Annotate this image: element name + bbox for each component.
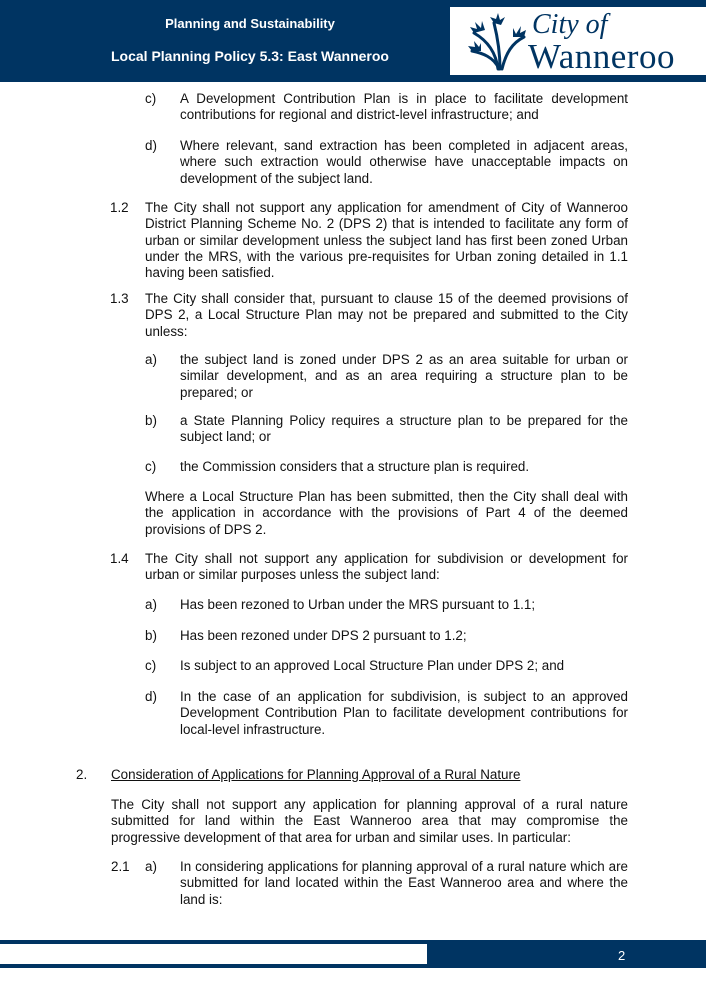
section-heading: Consideration of Applications for Planning Approval of a Rural Nature bbox=[111, 767, 521, 782]
list-item-text: Where relevant, sand extraction has been completed in adjacent areas, where such extraction would otherwise have unacceptable impacts on development of the subject land. bbox=[180, 138, 628, 186]
section-number: 1.2 bbox=[110, 200, 129, 215]
list-item-text: In the case of an application for subdivision, is subject to an approved Development Contribution Plan to facilitate development contributions for local-level infrastructure. bbox=[180, 689, 628, 737]
section-number: 2.1 bbox=[111, 859, 130, 874]
section-text: The City shall not support any application for subdivision or development for urban or similar purposes unless the subject land: bbox=[145, 551, 628, 583]
section-number: 1.4 bbox=[110, 551, 129, 566]
list-marker: c) bbox=[145, 91, 157, 106]
section-paragraph: Where a Local Structure Plan has been submitted, then the City shall deal with the application in accordance with the provisions of Part 4 of the deemed provisions of DPS 2. bbox=[145, 489, 628, 537]
list-marker: a) bbox=[145, 352, 157, 367]
page-number: 2 bbox=[618, 948, 626, 963]
list-marker: b) bbox=[145, 628, 157, 643]
list-item-text: Has been rezoned to Urban under the MRS pursuant to 1.1; bbox=[180, 597, 536, 612]
section-paragraph: The City shall not support any application for planning approval of a rural nature submitted for land within the East Wanneroo area that may compromise the progressive development of that area for urban and similar uses. In particular: bbox=[111, 797, 628, 845]
logo-name-text: Wanneroo bbox=[528, 37, 675, 76]
list-item-text: the Commission considers that a structure plan is required. bbox=[180, 459, 530, 474]
list-item-text: A Development Contribution Plan is in place to facilitate development contributions for regional and district-level infrastructure; and bbox=[180, 91, 628, 123]
logo-city-text: City of bbox=[532, 9, 608, 40]
list-marker: a) bbox=[145, 859, 157, 874]
section-number: 2. bbox=[76, 767, 88, 782]
section-text: The City shall consider that, pursuant to clause 15 of the deemed provisions of DPS 2, a Local Structure Plan may not be prepared and submitted to the City unless: bbox=[145, 291, 628, 339]
footer-white-band bbox=[0, 944, 427, 964]
list-item-text: the subject land is zoned under DPS 2 as an area suitable for urban or similar development, and as an area requiring a structure plan to be prepared; or bbox=[180, 352, 628, 400]
page-footer bbox=[0, 940, 706, 968]
list-marker: c) bbox=[145, 658, 157, 673]
list-marker: c) bbox=[145, 459, 157, 474]
list-marker: a) bbox=[145, 597, 157, 612]
list-item-text: a State Planning Policy requires a structure plan to be prepared for the subject land; or bbox=[180, 413, 628, 445]
list-item-text: Is subject to an approved Local Structure Plan under DPS 2; and bbox=[180, 658, 565, 673]
list-item-text: In considering applications for planning approval of a rural nature which are submitted for land located within the East Wanneroo area and where the land is: bbox=[180, 859, 628, 907]
list-marker: d) bbox=[145, 689, 157, 704]
page-header bbox=[0, 0, 706, 82]
list-item-text: Has been rezoned under DPS 2 pursuant to 1.2; bbox=[180, 628, 467, 643]
section-text: The City shall not support any application for amendment of City of Wanneroo District Planning Scheme No. 2 (DPS 2) that is intended to facilitate any form of urban or similar development unless the subject land has first been zoned Urban under the MRS, with the various pre-requisites for Urban zoning detailed in 1.1 having been satisfied. bbox=[145, 200, 628, 281]
header-policy-title: Local Planning Policy 5.3: East Wanneroo bbox=[111, 48, 389, 64]
kangaroo-paw-logo-icon bbox=[468, 13, 528, 71]
list-marker: d) bbox=[145, 138, 157, 153]
header-department: Planning and Sustainability bbox=[165, 16, 335, 31]
list-marker: b) bbox=[145, 413, 157, 428]
section-number: 1.3 bbox=[110, 291, 129, 306]
city-logo bbox=[450, 7, 706, 75]
